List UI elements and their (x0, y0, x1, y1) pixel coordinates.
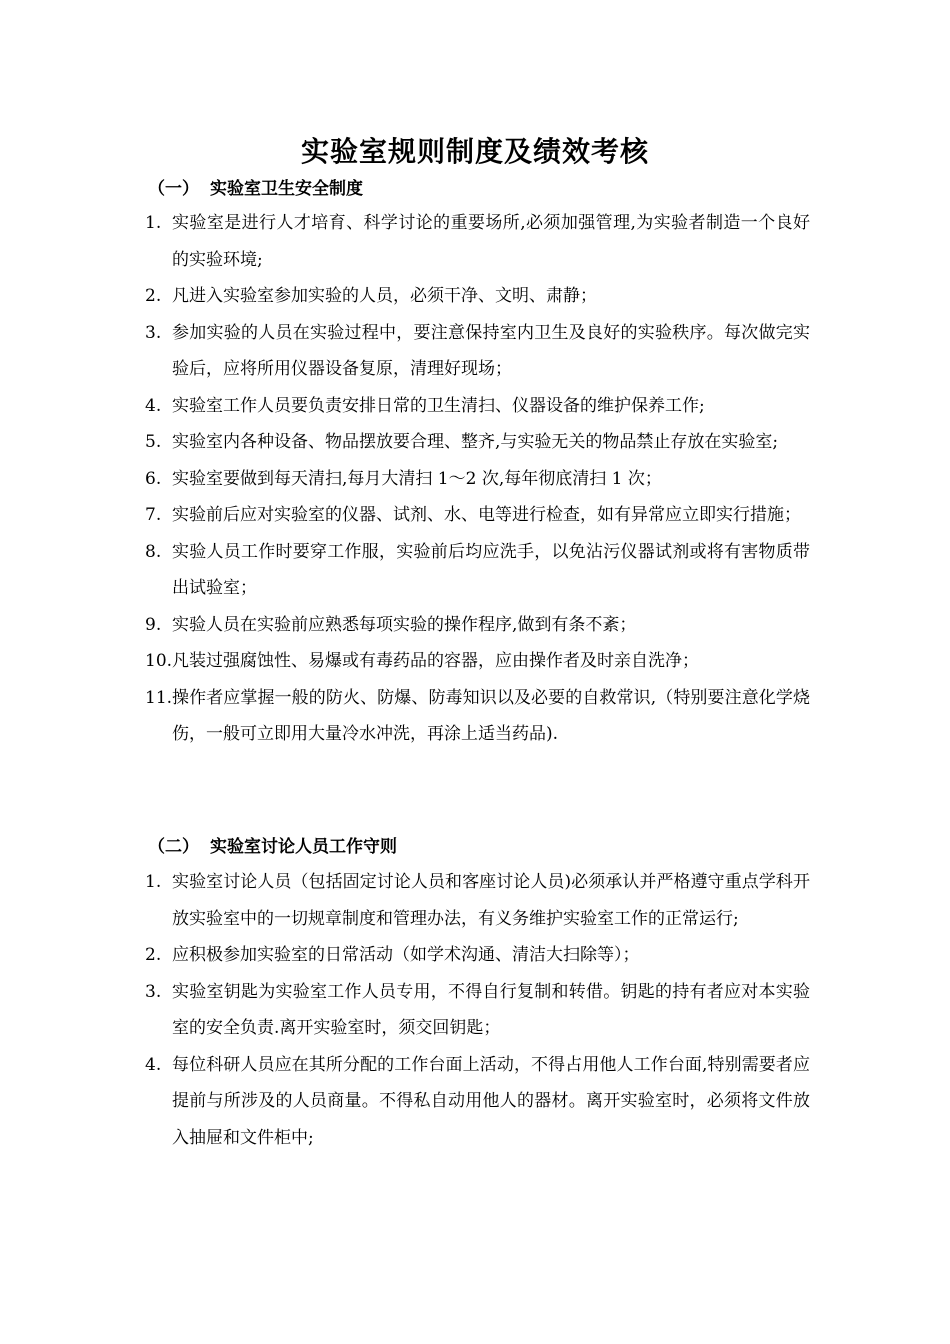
list-item: 3. 参加实验的人员在实验过程中，要注意保持室内卫生及良好的实验秩序。每次做完实验后，应将所用仪器设备复原，清理好现场； (145, 322, 810, 379)
section-heading-2 (148, 834, 397, 860)
list-item: 2. 应积极参加实验室的日常活动（如学术沟通、清洁大扫除等）； (145, 945, 640, 965)
list-item: 5. 实验室内各种设备、物品摆放要合理、整齐,与实验无关的物品禁止存放在实验室; (145, 432, 779, 452)
list-item: 4. 每位科研人员应在其所分配的工作台面上活动，不得占用他人工作台面,特别需要者应提前与所涉及的人员商量。不得私自动用他人的器材。离开实验室时，必须将文件放入抽屉和文件柜中; (145, 1054, 810, 1148)
list-item: 8. 实验人员工作时要穿工作服，实验前后均应洗手，以免沾污仪器试剂或将有害物质带出试验室； (145, 541, 810, 598)
section-2-list (145, 864, 810, 1156)
section-title: 实验室讨论人员工作守则 (210, 837, 397, 857)
section-title: 实验室卫生安全制度 (210, 179, 363, 199)
list-item: 1. 实验室讨论人员（包括固定讨论人员和客座讨论人员)必须承认并严格遵守重点学科开放实验室中的一切规章制度和管理办法，有义务维护实验室工作的正常运行; (145, 872, 810, 929)
list-item: 4. 实验室工作人员要负责安排日常的卫生清扫、仪器设备的维护保养工作; (145, 395, 705, 416)
section-number: （一） (148, 179, 199, 199)
list-item: 9. 实验人员在实验前应熟悉每项实验的操作程序,做到有条不紊； (145, 614, 637, 635)
list-item: 1. 实验室是进行人才培育、科学讨论的重要场所,必须加强管理,为实验者制造一个良好的实验环境; (145, 213, 810, 270)
document-title: 实验室规则制度及绩效考核 (300, 135, 649, 168)
section-heading-1 (148, 176, 363, 202)
list-item: 2. 凡进入实验室参加实验的人员，必须干净、文明、肃静； (145, 286, 597, 306)
section-1-list (145, 205, 810, 753)
list-item: 11. 操作者应掌握一般的防火、防爆、防毒知识以及必要的自救常识,（特别要注意化学烧伤，一般可立即用大量冷水冲洗，再涂上适当药品). (145, 687, 810, 744)
list-item: 7. 实验前后应对实验室的仪器、试剂、水、电等进行检查，如有异常应立即实行措施； (145, 505, 801, 525)
list-item: 3. 实验室钥匙为实验室工作人员专用，不得自行复制和转借。钥匙的持有者应对本实验室的安全负责.离开实验室时，须交回钥匙； (145, 981, 810, 1038)
section-number: （二） (148, 837, 199, 857)
list-item: 6. 实验室要做到每天清扫,每月大清扫 1～2 次,每年彻底清扫 1 次； (145, 468, 662, 489)
list-item: 10. 凡装过强腐蚀性、易爆或有毒药品的容器，应由操作者及时亲自洗净； (145, 651, 699, 671)
